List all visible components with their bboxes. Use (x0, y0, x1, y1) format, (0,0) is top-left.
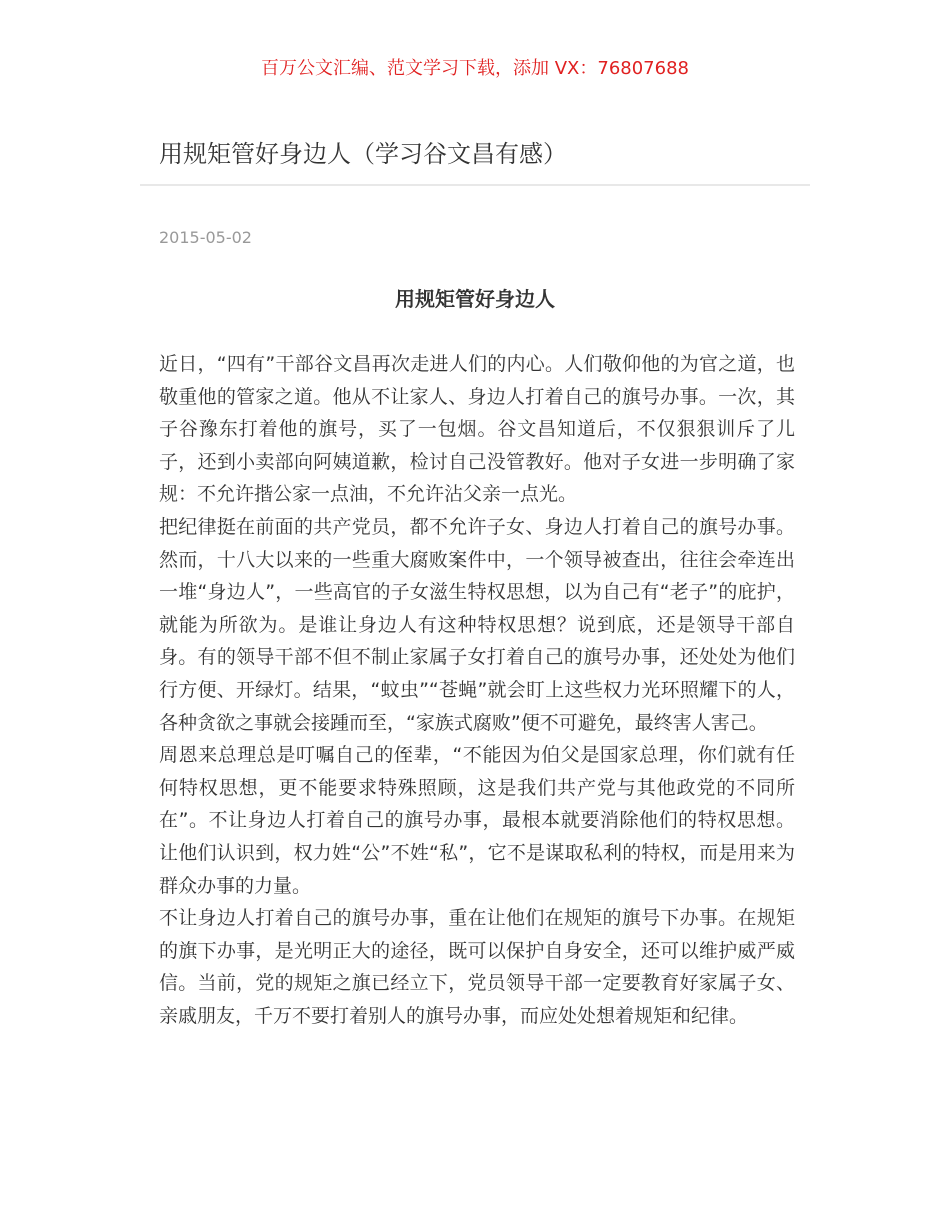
article-body (159, 348, 795, 1032)
article-paragraph: 把纪律挺在前面的共产党员，都不允许子女、身边人打着自己的旗号办事。然而，十八大以来的一些重大腐败案件中，一个领导被查出，往往会牵连出一堆“身边人”，一些高官的子女滋生特权思想，以为自己有“老子”的庇护，就能为所欲为。是谁让身边人有这种特权思想？说到底，还是领导干部自身。有的领导干部不但不制止家属子女打着自己的旗号办事，还处处为他们行方便、开绿灯。结果，“蚊虫”“苍蝇”就会盯上这些权力光环照耀下的人，各种贪欲之事就会接踵而至，“家族式腐败”便不可避免，最终害人害己。 (159, 515, 795, 734)
title-divider (140, 184, 810, 186)
article-paragraph: 近日，“四有”干部谷文昌再次走进人们的内心。人们敬仰他的为官之道，也敬重他的管家之道。他从不让家人、身边人打着自己的旗号办事。一次，其子谷豫东打着他的旗号，买了一包烟。谷文昌知道后，不仅狠狠训斥了儿子，还到小卖部向阿姨道歉，检讨自己没管教好。他对子女进一步明确了家规：不允许揩公家一点油，不允许沾父亲一点光。 (159, 353, 795, 506)
article-paragraph: 不让身边人打着自己的旗号办事，重在让他们在规矩的旗号下办事。在规矩的旗下办事，是光明正大的途径，既可以保护自身安全，还可以维护威严威信。当前，党的规矩之旗已经立下，党员领导干部一定要教育好家属子女、亲戚朋友，千万不要打着别人的旗号办事，而应处处想着规矩和纪律。 (159, 907, 795, 1027)
article-paragraph: 周恩来总理总是叮嘱自己的侄辈，“不能因为伯父是国家总理，你们就有任何特权思想，更不能要求特殊照顾，这是我们共产党与其他政党的不同所在”。不让身边人打着自己的旗号办事，最根本就要消除他们的特权思想。让他们认识到，权力姓“公”不姓“私”，它不是谋取私利的特权，而是用来为群众办事的力量。 (159, 744, 795, 897)
page-title: 用规矩管好身边人（学习谷文昌有感） (159, 140, 567, 168)
publish-date: 2015-05-02 (159, 228, 252, 247)
promo-banner: 百万公文汇编、范文学习下载，添加 VX：76807688 (261, 58, 689, 79)
article-heading: 用规矩管好身边人 (395, 287, 555, 311)
